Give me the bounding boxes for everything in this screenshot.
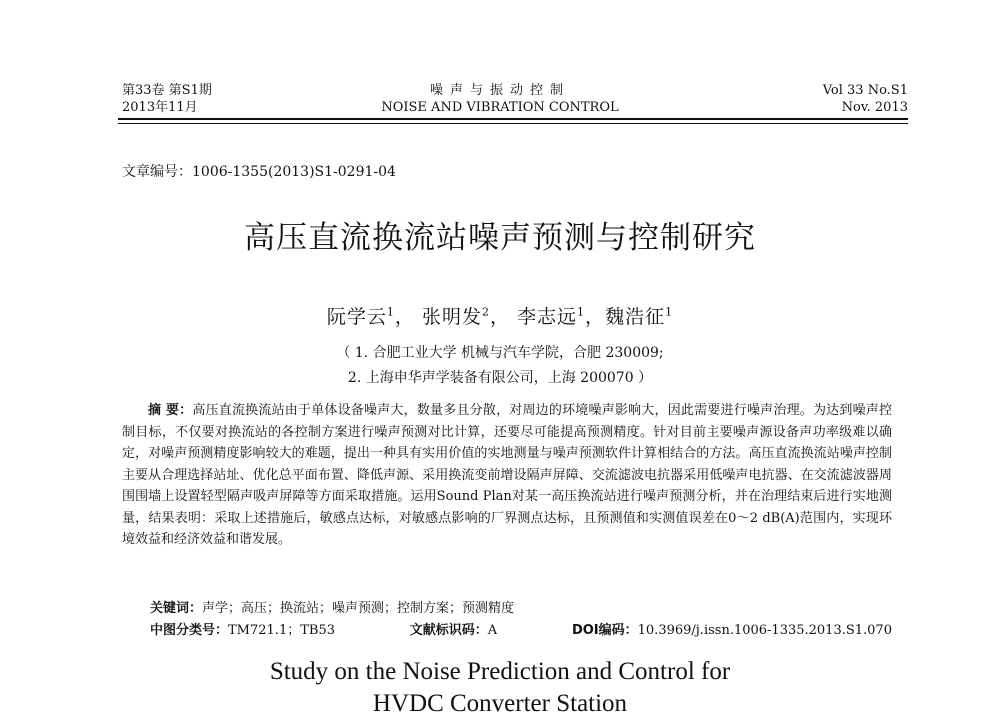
journal-volume-info — [122, 82, 212, 116]
author-affiliation-mark: 1 — [577, 305, 586, 319]
affiliation-line-1: （ 1. 合肥工业大学 机械与汽车学院，合肥 230009; — [336, 345, 664, 361]
author-name: 张明发 — [421, 306, 482, 328]
abstract-zh — [122, 400, 892, 551]
paper-title-en-line-2: HVDC Converter Station — [372, 690, 628, 717]
classification-row — [150, 619, 892, 638]
affiliation-line-2: 2. 上海申华声学装备有限公司，上海 200070 ） — [347, 370, 653, 386]
clc-number — [150, 619, 335, 638]
publication-date: 2013年11月 — [122, 100, 198, 115]
journal-volume-info-en — [823, 82, 908, 116]
header-rule-thin — [118, 123, 908, 124]
author-affiliation-mark: 2 — [481, 305, 490, 319]
clc-label: 中图分类号： — [150, 623, 229, 638]
publication-date-en: Nov. 2013 — [841, 100, 908, 115]
abstract-text: 高压直流换流站由于单体设备噪声大，数量多且分散，对周边的环境噪声影响大，因此需要进行噪声治理。为达到噪声控制目标，不仅要对换流站的各控制方案进行噪声预测对比计算，还要尽可能提高预测精度。针对目前主要噪声源设备声功率级难以确定，对噪声预测精度影响较大的难题，提出一种具有实用价值的实地测量与噪声预测软件计算相结合的方法。高压直流换流站噪声控制主要从合理选择站址、优化总平面布置、降低声源、采用换流变前增设隔声屏障、交流滤波电抗器采用低噪声电抗器、在交流滤波器周围围墙上设置轻型隔声吸声屏障等方面采取措施。运用Sound Plan对某一高压换流站进行噪声预测分析，并在治理结束后进行实地测量，结果表明：采取上述措施后，敏感点达标，对敏感点影响的厂界测点达标，且预测值和实测值误差在0～2 dB(A)范围内，实现环境效益和经济效益和谐发展。 — [122, 403, 892, 547]
header-rule-thick — [118, 118, 908, 120]
doi-label: DOI编码： — [571, 623, 638, 638]
abstract-label: 摘 要： — [148, 403, 193, 418]
document-code — [410, 619, 497, 638]
author-name: 李志远 — [517, 306, 578, 328]
journal-name — [372, 82, 628, 116]
doi-value: 10.3969/j.issn.1006-1335.2013.S1.070 — [637, 623, 892, 638]
clc-value: TM721.1；TB53 — [228, 623, 335, 638]
volume-issue: 第33卷 第S1期 — [122, 83, 212, 98]
keywords-text: 声学；高压；换流站；噪声预测；控制方案；预测精度 — [202, 601, 515, 616]
journal-name-zh: 噪声与振动控制 — [429, 83, 570, 98]
volume-issue-en: Vol 33 No.S1 — [822, 83, 908, 98]
doi — [572, 619, 892, 638]
document-code-value: A — [487, 623, 498, 638]
paper-title-en-line-1: Study on the Noise Prediction and Control for — [269, 658, 731, 685]
article-number: 文章编号：1006-1355(2013)S1-0291-04 — [122, 164, 396, 180]
paper-title-zh: 高压直流换流站噪声预测与控制研究 — [244, 220, 756, 256]
author-affiliation-mark: 1 — [386, 305, 395, 319]
author-list: 阮学云$^1$， 张明发$^2$， 李志远$^1$，魏浩征$^1$ — [326, 305, 674, 328]
keywords-label: 关键词： — [150, 601, 203, 616]
author-affiliation-mark: 1 — [665, 305, 674, 319]
keywords-zh — [150, 597, 514, 616]
author-name: 魏浩征 — [605, 306, 666, 328]
document-code-label: 文献标识码： — [409, 623, 488, 638]
author-name: 阮学云 — [326, 306, 387, 328]
journal-name-en: NOISE AND VIBRATION CONTROL — [381, 100, 619, 115]
